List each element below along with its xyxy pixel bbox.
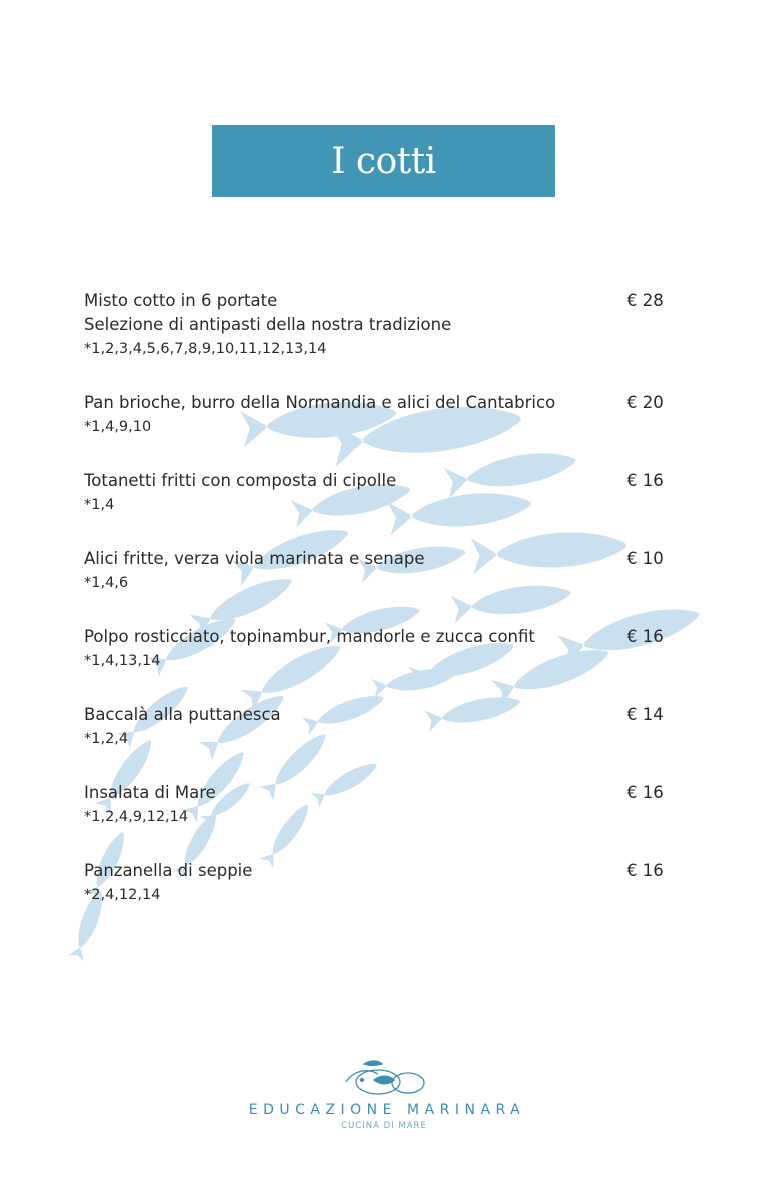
menu-item xyxy=(84,781,684,829)
menu-item xyxy=(84,391,684,439)
dish-allergens: *1,2,4,9,12,14 xyxy=(84,809,189,825)
dish-allergens: *1,2,3,4,5,6,7,8,9,10,11,12,13,14 xyxy=(84,341,327,357)
menu-list xyxy=(84,289,684,937)
dish-name: Panzanella di seppie xyxy=(84,861,253,880)
page-title: I cotti xyxy=(331,140,436,182)
dish-name: Insalata di Mare xyxy=(84,783,216,802)
dish-price: € 28 xyxy=(627,291,664,310)
fish-logo-icon xyxy=(338,1058,430,1098)
dish-price: € 10 xyxy=(627,549,664,568)
dish-price: € 14 xyxy=(627,705,664,724)
menu-item xyxy=(84,703,684,751)
dish-price: € 16 xyxy=(627,627,664,646)
menu-item xyxy=(84,469,684,517)
menu-item xyxy=(84,625,684,673)
dish-allergens: *1,4 xyxy=(84,497,115,513)
brand-subtitle: CUCINA DI MARE xyxy=(341,1121,427,1131)
dish-name: Baccalà alla puttanesca xyxy=(84,705,281,724)
menu-item xyxy=(84,859,684,907)
dish-allergens: *1,4,13,14 xyxy=(84,653,161,669)
brand-logo xyxy=(0,1058,768,1131)
menu-item xyxy=(84,289,684,361)
dish-name: Misto cotto in 6 portate xyxy=(84,291,278,310)
dish-price: € 16 xyxy=(627,783,664,802)
dish-allergens: *1,4,6 xyxy=(84,575,129,591)
dish-name: Pan brioche, burro della Normandia e alici del Cantabrico xyxy=(84,393,556,412)
dish-allergens: *1,2,4 xyxy=(84,731,129,747)
dish-name: Alici fritte, verza viola marinata e senape xyxy=(84,549,425,568)
dish-price: € 16 xyxy=(627,471,664,490)
dish-name: Polpo rosticciato, topinambur, mandorle e zucca confit xyxy=(84,627,535,646)
menu-item xyxy=(84,547,684,595)
dish-allergens: *1,4,9,10 xyxy=(84,419,152,435)
dish-price: € 16 xyxy=(627,861,664,880)
dish-price: € 20 xyxy=(627,393,664,412)
dish-name: Totanetti fritti con composta di cipolle xyxy=(84,471,397,490)
brand-name: EDUCAZIONE MARINARA xyxy=(248,1102,526,1118)
dish-description: Selezione di antipasti della nostra tradizione xyxy=(84,315,452,334)
dish-allergens: *2,4,12,14 xyxy=(84,887,161,903)
section-title-banner xyxy=(212,125,555,197)
